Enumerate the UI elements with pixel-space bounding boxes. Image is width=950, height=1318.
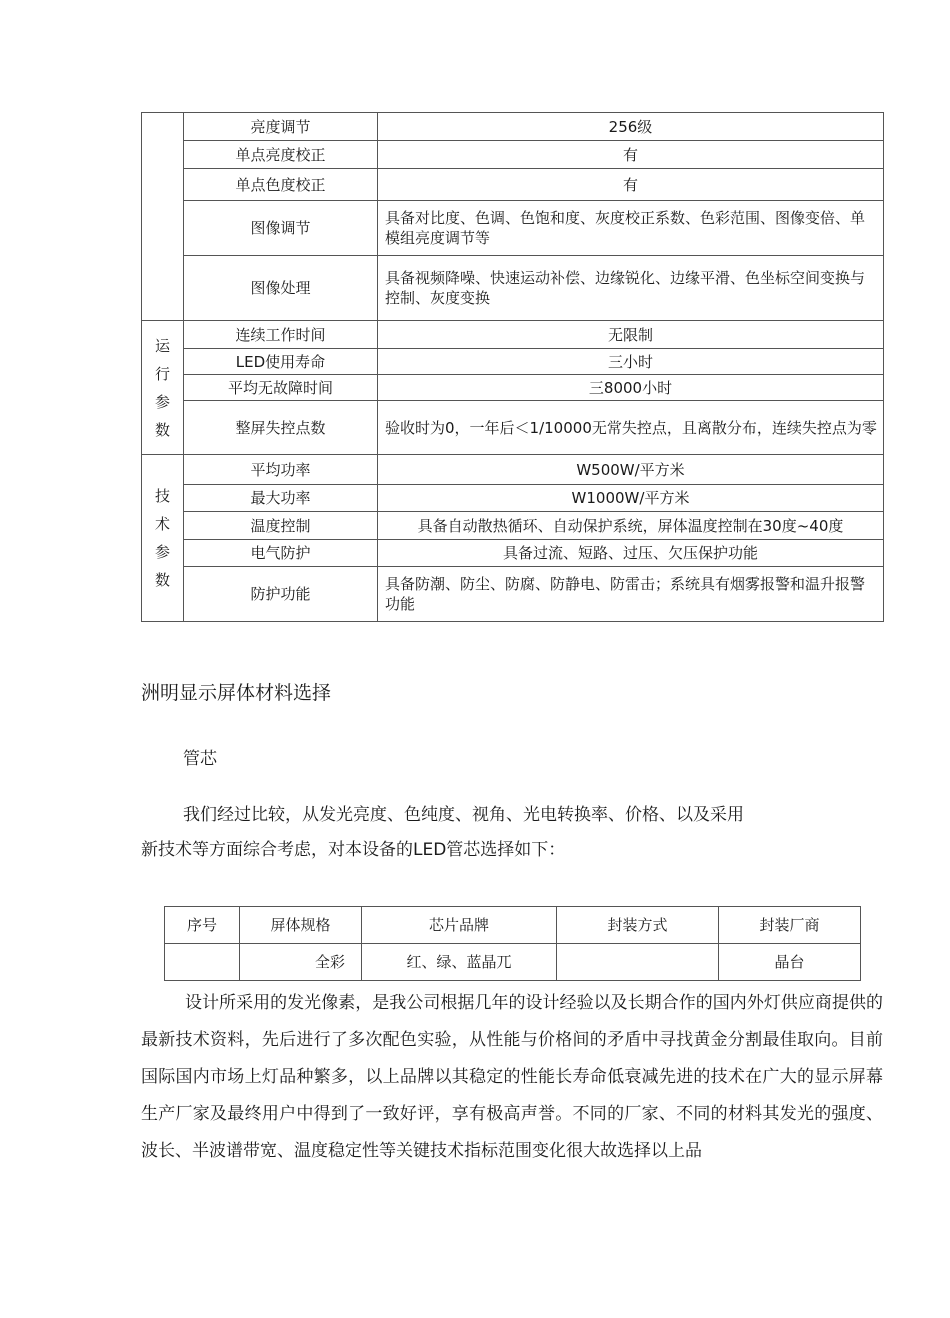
spec-label: 图像调节 [184, 201, 378, 256]
table-row [142, 512, 884, 540]
spec-label: 平均功率 [184, 455, 378, 485]
spec-label: 温度控制 [184, 512, 378, 540]
spec-value: 有 [378, 141, 884, 169]
table-cell: 红、绿、蓝晶兀 [362, 944, 557, 981]
table-row [142, 201, 884, 256]
spec-group-cell: 技术参数 [142, 455, 184, 622]
spec-value: 具备视频降噪、快速运动补偿、边缘锐化、边缘平滑、色坐标空间变换与控制、灰度变换 [378, 256, 884, 321]
table-row [142, 455, 884, 485]
table-cell: 晶台 [719, 944, 861, 981]
spec-value: 无限制 [378, 321, 884, 349]
table-row [142, 256, 884, 321]
table-row [142, 169, 884, 201]
table-row [142, 567, 884, 622]
spec-value: 有 [378, 169, 884, 201]
table-cell: 全彩 [240, 944, 362, 981]
spec-label: 单点色度校正 [184, 169, 378, 201]
table-row [142, 485, 884, 512]
spec-label: 最大功率 [184, 485, 378, 512]
spec-value: 256级 [378, 113, 884, 141]
subsection-title: 管芯 [183, 749, 217, 769]
section-title: 洲明显示屏体材料选择 [141, 682, 332, 704]
spec-label: 单点亮度校正 [184, 141, 378, 169]
spec-value: 三小时 [378, 349, 884, 375]
spec-table [141, 112, 884, 622]
intro-line: 我们经过比较，从发光亮度、色纯度、视角、光电转换率、价格、以及采用 [183, 805, 744, 825]
intro-paragraph [141, 798, 861, 868]
table-row [142, 321, 884, 349]
column-header: 芯片品牌 [362, 907, 557, 944]
table-row [142, 401, 884, 455]
spec-label: 连续工作时间 [184, 321, 378, 349]
table-cell [165, 944, 240, 981]
spec-value: W500W/平方米 [378, 455, 884, 485]
table-row [142, 141, 884, 169]
table-row [142, 375, 884, 401]
spec-value: 验收时为0，一年后＜1/10000无常失控点，且离散分布，连续失控点为零 [378, 401, 884, 455]
spec-value: 具备自动散热循环、自动保护系统，屏体温度控制在30度~40度 [378, 512, 884, 540]
spec-group-cell: 运行参数 [142, 321, 184, 455]
chip-table [164, 906, 861, 981]
table-cell [557, 944, 719, 981]
spec-value: 具备对比度、色调、色饱和度、灰度校正系数、色彩范围、图像变倍、单模组亮度调节等 [378, 201, 884, 256]
spec-label: 防护功能 [184, 567, 378, 622]
spec-label: 图像处理 [184, 256, 378, 321]
spec-label: LED使用寿命 [184, 349, 378, 375]
spec-value: 三8000小时 [378, 375, 884, 401]
spec-value: 具备防潮、防尘、防腐、防静电、防雷击；系统具有烟雾报警和温升报警功能 [378, 567, 884, 622]
table-row [142, 113, 884, 141]
column-header: 屏体规格 [240, 907, 362, 944]
spec-value: W1000W/平方米 [378, 485, 884, 512]
spec-group-cell [142, 113, 184, 321]
table-header-row [165, 907, 861, 944]
spec-label: 整屏失控点数 [184, 401, 378, 455]
column-header: 序号 [165, 907, 240, 944]
spec-value: 具备过流、短路、过压、欠压保护功能 [378, 540, 884, 567]
body-paragraph: 设计所采用的发光像素，是我公司根据几年的设计经验以及长期合作的国内外灯供应商提供的最新技术资料，先后进行了多次配色实验，从性能与价格间的矛盾中寻找黄金分割最佳取向。目前国际国内市场上灯品种繁多，以上品牌以其稳定的性能长寿命低衰减先进的技术在广大的显示屏幕生产厂家及最终用户中得到了一致好评，享有极高声誉。不同的厂家、不同的材料其发光的强度、波长、半波谱带宽、温度稳定性等关键技术指标范围变化很大故选择以上品 [141, 993, 883, 1161]
intro-line: 新技术等方面综合考虑，对本设备的LED管芯选择如下： [141, 840, 566, 860]
spec-label: 电气防护 [184, 540, 378, 567]
column-header: 封装厂商 [719, 907, 861, 944]
table-row [165, 944, 861, 981]
table-row [142, 540, 884, 567]
table-row [142, 349, 884, 375]
spec-label: 亮度调节 [184, 113, 378, 141]
column-header: 封装方式 [557, 907, 719, 944]
spec-label: 平均无故障时间 [184, 375, 378, 401]
